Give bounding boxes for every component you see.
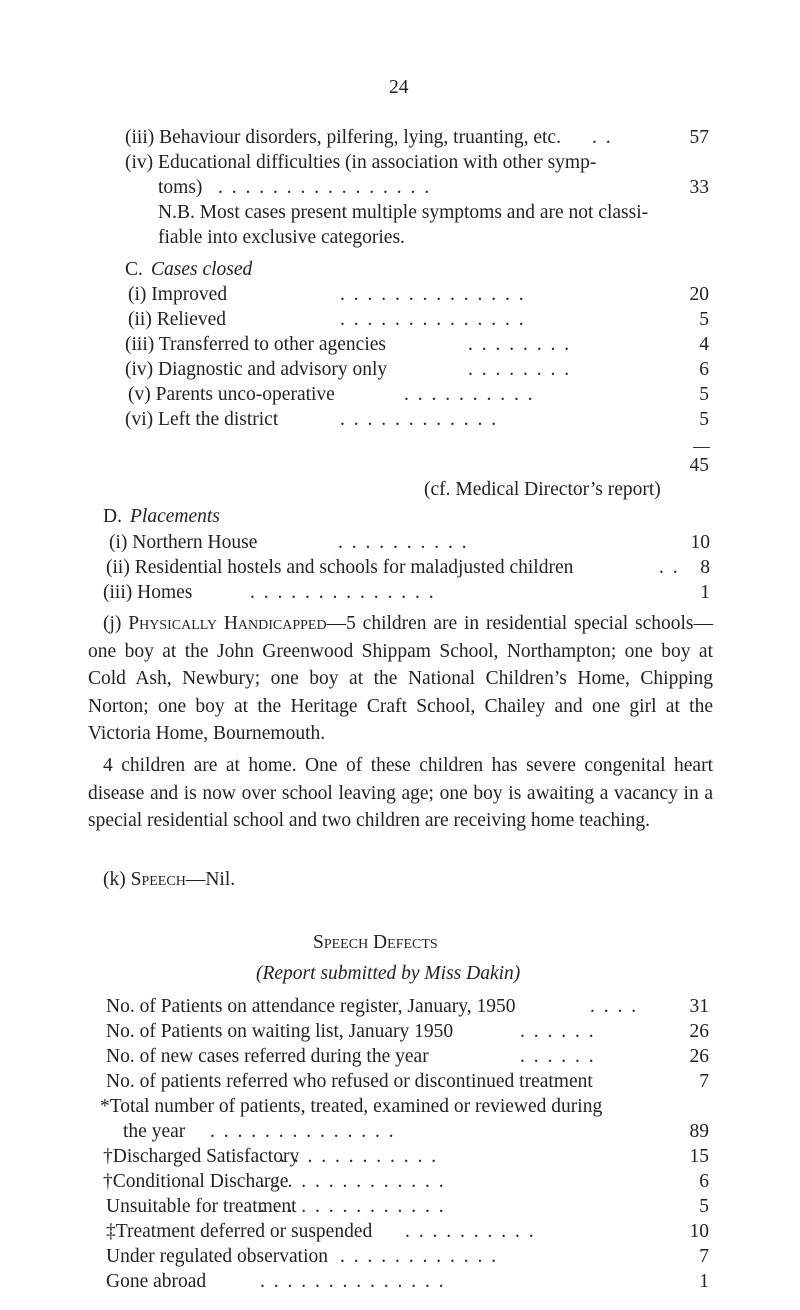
table-row-label: Unsuitable for treatment bbox=[106, 1196, 297, 1217]
table-row-value: 26 bbox=[689, 1046, 709, 1067]
total-rule bbox=[693, 447, 710, 448]
list-item-label: (v) Parents unco-operative bbox=[128, 384, 335, 405]
section-heading: Physically Handicapped bbox=[128, 613, 327, 634]
list-item-label-cont: toms) bbox=[158, 177, 203, 198]
leader-dots: . . . . . . bbox=[520, 1046, 596, 1067]
leader-dots: . . . . . . . . . . bbox=[338, 532, 469, 553]
table-row-value: 6 bbox=[699, 1171, 709, 1192]
list-item-label: (i) Improved bbox=[128, 284, 228, 305]
leader-dots: . . bbox=[592, 127, 613, 148]
list-item-value: 57 bbox=[689, 127, 709, 148]
total-value: 45 bbox=[689, 455, 709, 476]
leader-dots: . . . . . . . . . . . . bbox=[340, 409, 499, 430]
paragraph-text: —5 children are in residential special schools—one boy at the John Greenwood Shippam School, Northampton; one boy at Cold Ash, Newbury; one boy at the National Children’s Home, Chipping Norton; one boy at the Heritage Craft School, Chailey and one girl at the Victoria Home, Bournemouth. bbox=[88, 613, 713, 744]
list-item-value: 5 bbox=[699, 384, 709, 405]
table-row-value: 7 bbox=[699, 1071, 709, 1092]
table-row-label: No. of Patients on waiting list, January 1950 bbox=[106, 1021, 454, 1042]
leader-dots: . . . . bbox=[590, 996, 639, 1017]
table-row-label: Under regulated observation bbox=[106, 1246, 329, 1267]
list-item-value: 5 bbox=[699, 409, 709, 430]
list-item-value: 8 bbox=[700, 557, 710, 578]
section-text: —Nil. bbox=[185, 869, 236, 890]
leader-dots: . . . . . . . . . . bbox=[404, 384, 535, 405]
list-item-value: 20 bbox=[689, 284, 709, 305]
list-item-label: (ii) Relieved bbox=[128, 309, 227, 330]
leader-dots: . . . . . . . . . . bbox=[405, 1221, 536, 1242]
page-number: 24 bbox=[389, 77, 409, 98]
table-row-value: 7 bbox=[699, 1246, 709, 1267]
table-row-label: †Conditional Discharge bbox=[103, 1171, 289, 1192]
list-item-value: 5 bbox=[699, 309, 709, 330]
table-row-value: 10 bbox=[689, 1221, 709, 1242]
paragraph-physically-handicapped bbox=[88, 610, 713, 748]
table-row-value: 31 bbox=[689, 996, 709, 1017]
paragraph-children-at-home: 4 children are at home. One of these children has severe congenital heart disease and is now over school leaving age; one boy is awaiting a vacancy in a special residential school and two children are receiving home teaching. bbox=[88, 755, 713, 831]
list-item-label: (iv) Diagnostic and advisory only bbox=[125, 359, 388, 380]
list-item-label: (iii) Homes bbox=[103, 582, 193, 603]
leader-dots: . . . . . . . . . . . . . . bbox=[340, 284, 526, 305]
list-item-label: (iv) Educational difficulties (in association with other symp- bbox=[125, 152, 597, 173]
table-row-value: 15 bbox=[689, 1146, 709, 1167]
table-row-label: No. of new cases referred during the year bbox=[106, 1046, 429, 1067]
section-marker: (j) bbox=[103, 613, 122, 634]
note: N.B. Most cases present multiple symptoms and are not classi- bbox=[158, 202, 649, 223]
leader-dots: . . . . . . . . bbox=[468, 334, 572, 355]
list-item-value: 10 bbox=[690, 532, 710, 553]
table-row-value: 89 bbox=[689, 1121, 709, 1142]
section-letter: C. bbox=[125, 259, 143, 280]
section-heading: Cases closed bbox=[151, 259, 253, 280]
table-row-value: 5 bbox=[699, 1196, 709, 1217]
leader-dots: . . . . . . . . . . . . . . bbox=[260, 1171, 446, 1192]
report-subtitle: (Report submitted by Miss Dakin) bbox=[256, 963, 521, 984]
speech-line bbox=[103, 868, 235, 892]
table-row-label: No. of Patients on attendance register, January, 1950 bbox=[106, 996, 516, 1017]
table-row-label: *Total number of patients, treated, examined or reviewed during bbox=[100, 1096, 603, 1117]
table-row-label-cont: the year bbox=[123, 1121, 186, 1142]
leader-dots: . . . . . . . . . . . . . . bbox=[340, 309, 526, 330]
leader-dots: . . . . . . . . . . . . . . bbox=[250, 582, 436, 603]
report-title: Speech Defects bbox=[313, 932, 438, 953]
list-item-label: (ii) Residential hostels and schools for maladjusted children bbox=[106, 557, 574, 578]
leader-dots: . . . . . . bbox=[520, 1021, 596, 1042]
table-row-value: 1 bbox=[699, 1271, 709, 1292]
leader-dots: . . . . . . . . . . . . . . bbox=[260, 1196, 446, 1217]
list-item-label: (vi) Left the district bbox=[125, 409, 279, 430]
list-item-value: 4 bbox=[699, 334, 709, 355]
list-item-label: (iii) Transferred to other agencies bbox=[125, 334, 387, 355]
section-marker: (k) bbox=[103, 869, 126, 890]
leader-dots: . . . . . . . . . . . . . . bbox=[210, 1121, 396, 1142]
leader-dots: . . . . . . . . . . . . . . . . bbox=[218, 177, 432, 198]
list-item-value: 33 bbox=[689, 177, 709, 198]
leader-dots: . . . . . . . . . . . . . . bbox=[260, 1271, 446, 1292]
list-item-label: (iii) Behaviour disorders, pilfering, lying, truanting, etc. bbox=[125, 127, 561, 148]
reference-note: (cf. Medical Director’s report) bbox=[424, 479, 661, 500]
leader-dots: . . . . . . . . bbox=[468, 359, 572, 380]
table-row-label: No. of patients referred who refused or discontinued treatment bbox=[106, 1071, 593, 1092]
leader-dots: . . bbox=[659, 557, 680, 578]
table-row-label: †Discharged Satisfactory bbox=[103, 1146, 300, 1167]
table-row-label: Gone abroad bbox=[106, 1271, 207, 1292]
section-heading: Speech bbox=[130, 869, 186, 890]
section-letter: D. bbox=[103, 506, 122, 527]
list-item-value: 6 bbox=[699, 359, 709, 380]
list-item-label: (i) Northern House bbox=[109, 532, 258, 553]
list-item-value: 1 bbox=[700, 582, 710, 603]
leader-dots: . . . . . . . . . . . . bbox=[280, 1146, 439, 1167]
leader-dots: . . . . . . . . . . . . bbox=[340, 1246, 499, 1267]
table-row-value: 26 bbox=[689, 1021, 709, 1042]
note-cont: fiable into exclusive categories. bbox=[158, 227, 405, 248]
table-row-label: ‡Treatment deferred or suspended bbox=[106, 1221, 373, 1242]
section-heading: Placements bbox=[130, 506, 220, 527]
